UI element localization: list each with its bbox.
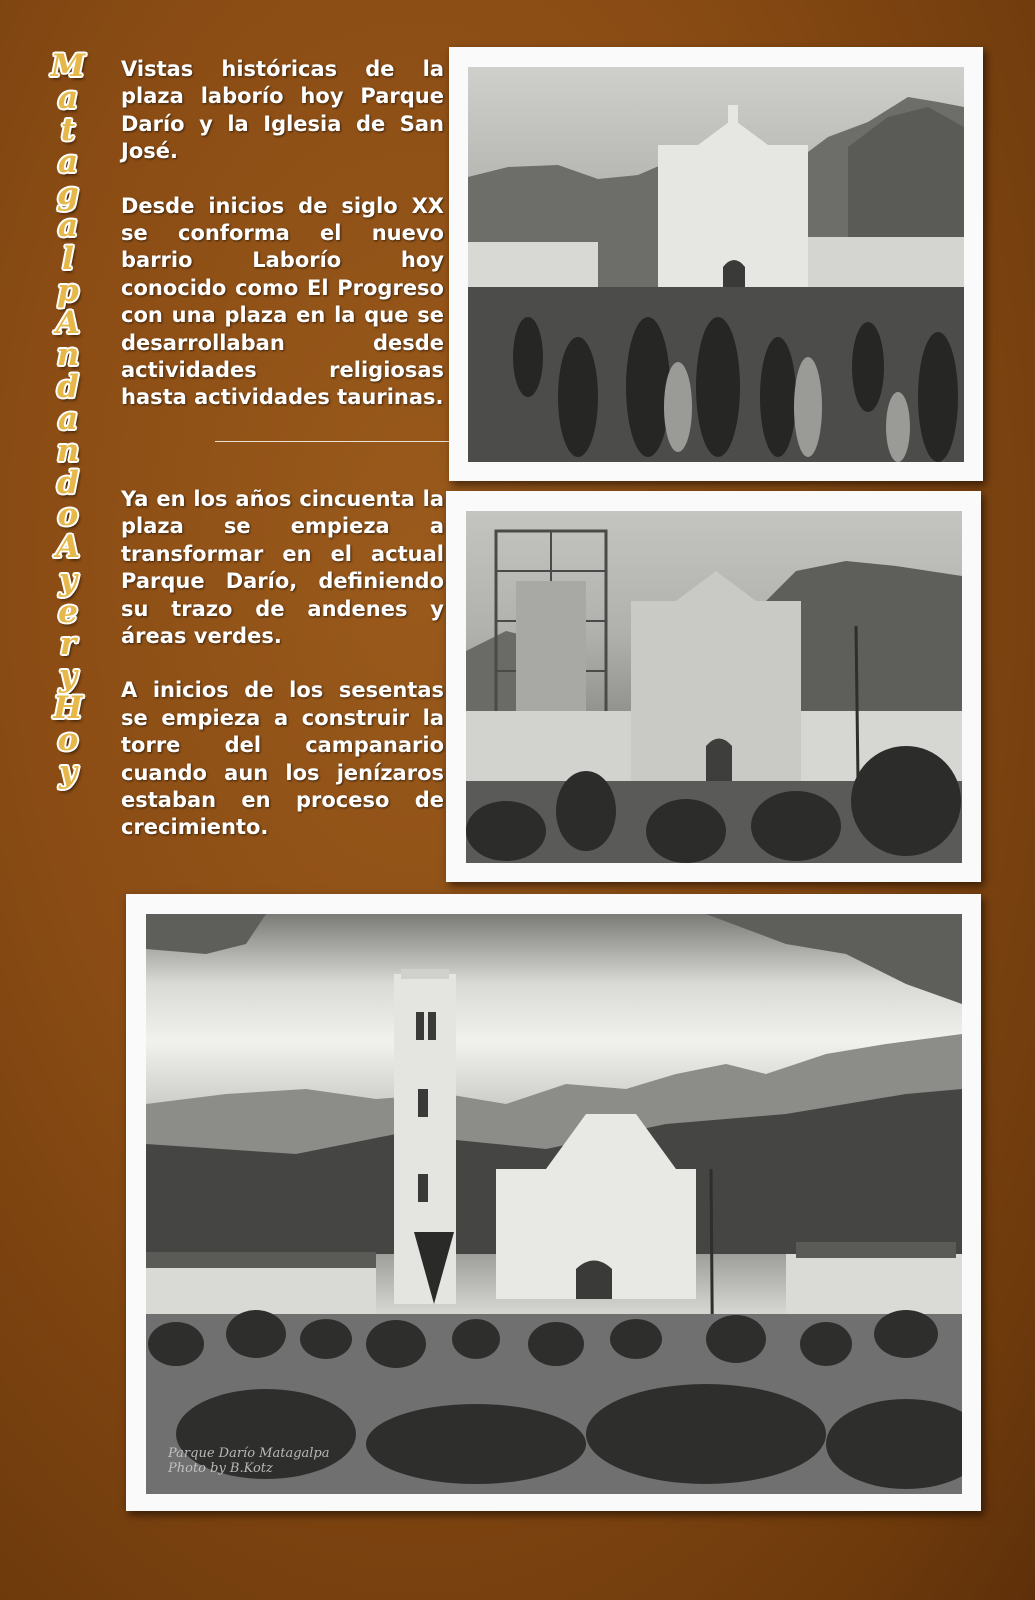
- title-letter: n: [56, 336, 80, 373]
- photo-frame-crowd: [449, 47, 983, 481]
- paragraph-laborio: Desde inicios de siglo XX se conforma el nuevo barrio Laborío hoy conocido como El Progreso con una plaza en la que se desarrollaban desde actividades religiosas hasta actividades taurinas.: [121, 193, 444, 410]
- church-crowd-photo: [468, 67, 964, 462]
- title-letter: p: [57, 272, 79, 309]
- vertical-title: [38, 48, 98, 791]
- title-letter: r: [59, 625, 77, 662]
- title-letter: A: [55, 304, 81, 341]
- church-park-photo: [146, 914, 962, 1494]
- title-letter: a: [57, 208, 79, 245]
- title-letter: o: [57, 721, 79, 758]
- photo-caption-line2: Photo by B.Kotz: [168, 1461, 273, 1476]
- photo-frame-construction: [446, 491, 981, 882]
- paragraph-intro: Vistas históricas de la plaza laborío hoy Parque Darío y la Iglesia de San José.: [121, 57, 444, 164]
- title-letter: A: [55, 529, 81, 566]
- title-letter: n: [56, 433, 80, 470]
- photo-caption: [168, 1446, 330, 1476]
- title-letter: e: [58, 593, 78, 630]
- title-letter: y: [58, 657, 77, 694]
- title-letter: M: [50, 48, 86, 84]
- title-letter: y: [58, 754, 77, 791]
- text-block-top: [121, 56, 444, 412]
- title-letter: l: [62, 240, 74, 277]
- title-letter: o: [57, 497, 79, 534]
- church-construction-photo: [466, 511, 962, 863]
- title-letter: H: [53, 689, 83, 726]
- text-block-bottom: [121, 486, 444, 842]
- title-letter: a: [57, 80, 79, 117]
- title-letter: d: [57, 465, 79, 502]
- title-letter: g: [57, 176, 79, 213]
- photo-caption-line1: Parque Darío Matagalpa: [168, 1446, 330, 1461]
- title-letter: t: [60, 112, 76, 149]
- paragraph-sixties: A inicios de los sesentas se empieza a construir la torre del campanario cuando aun los jenízaros estaban en proceso de crecimiento.: [121, 678, 444, 840]
- divider-line: [215, 441, 455, 442]
- title-letter: y: [58, 561, 77, 598]
- photo-frame-park: [126, 894, 981, 1511]
- title-letter: d: [57, 368, 79, 405]
- title-letter: a: [57, 401, 79, 438]
- title-letter: a: [57, 144, 79, 181]
- paragraph-fifties: Ya en los años cincuenta la plaza se empieza a transformar en el actual Parque Darío, definiendo su trazo de andenes y áreas verdes.: [121, 487, 444, 649]
